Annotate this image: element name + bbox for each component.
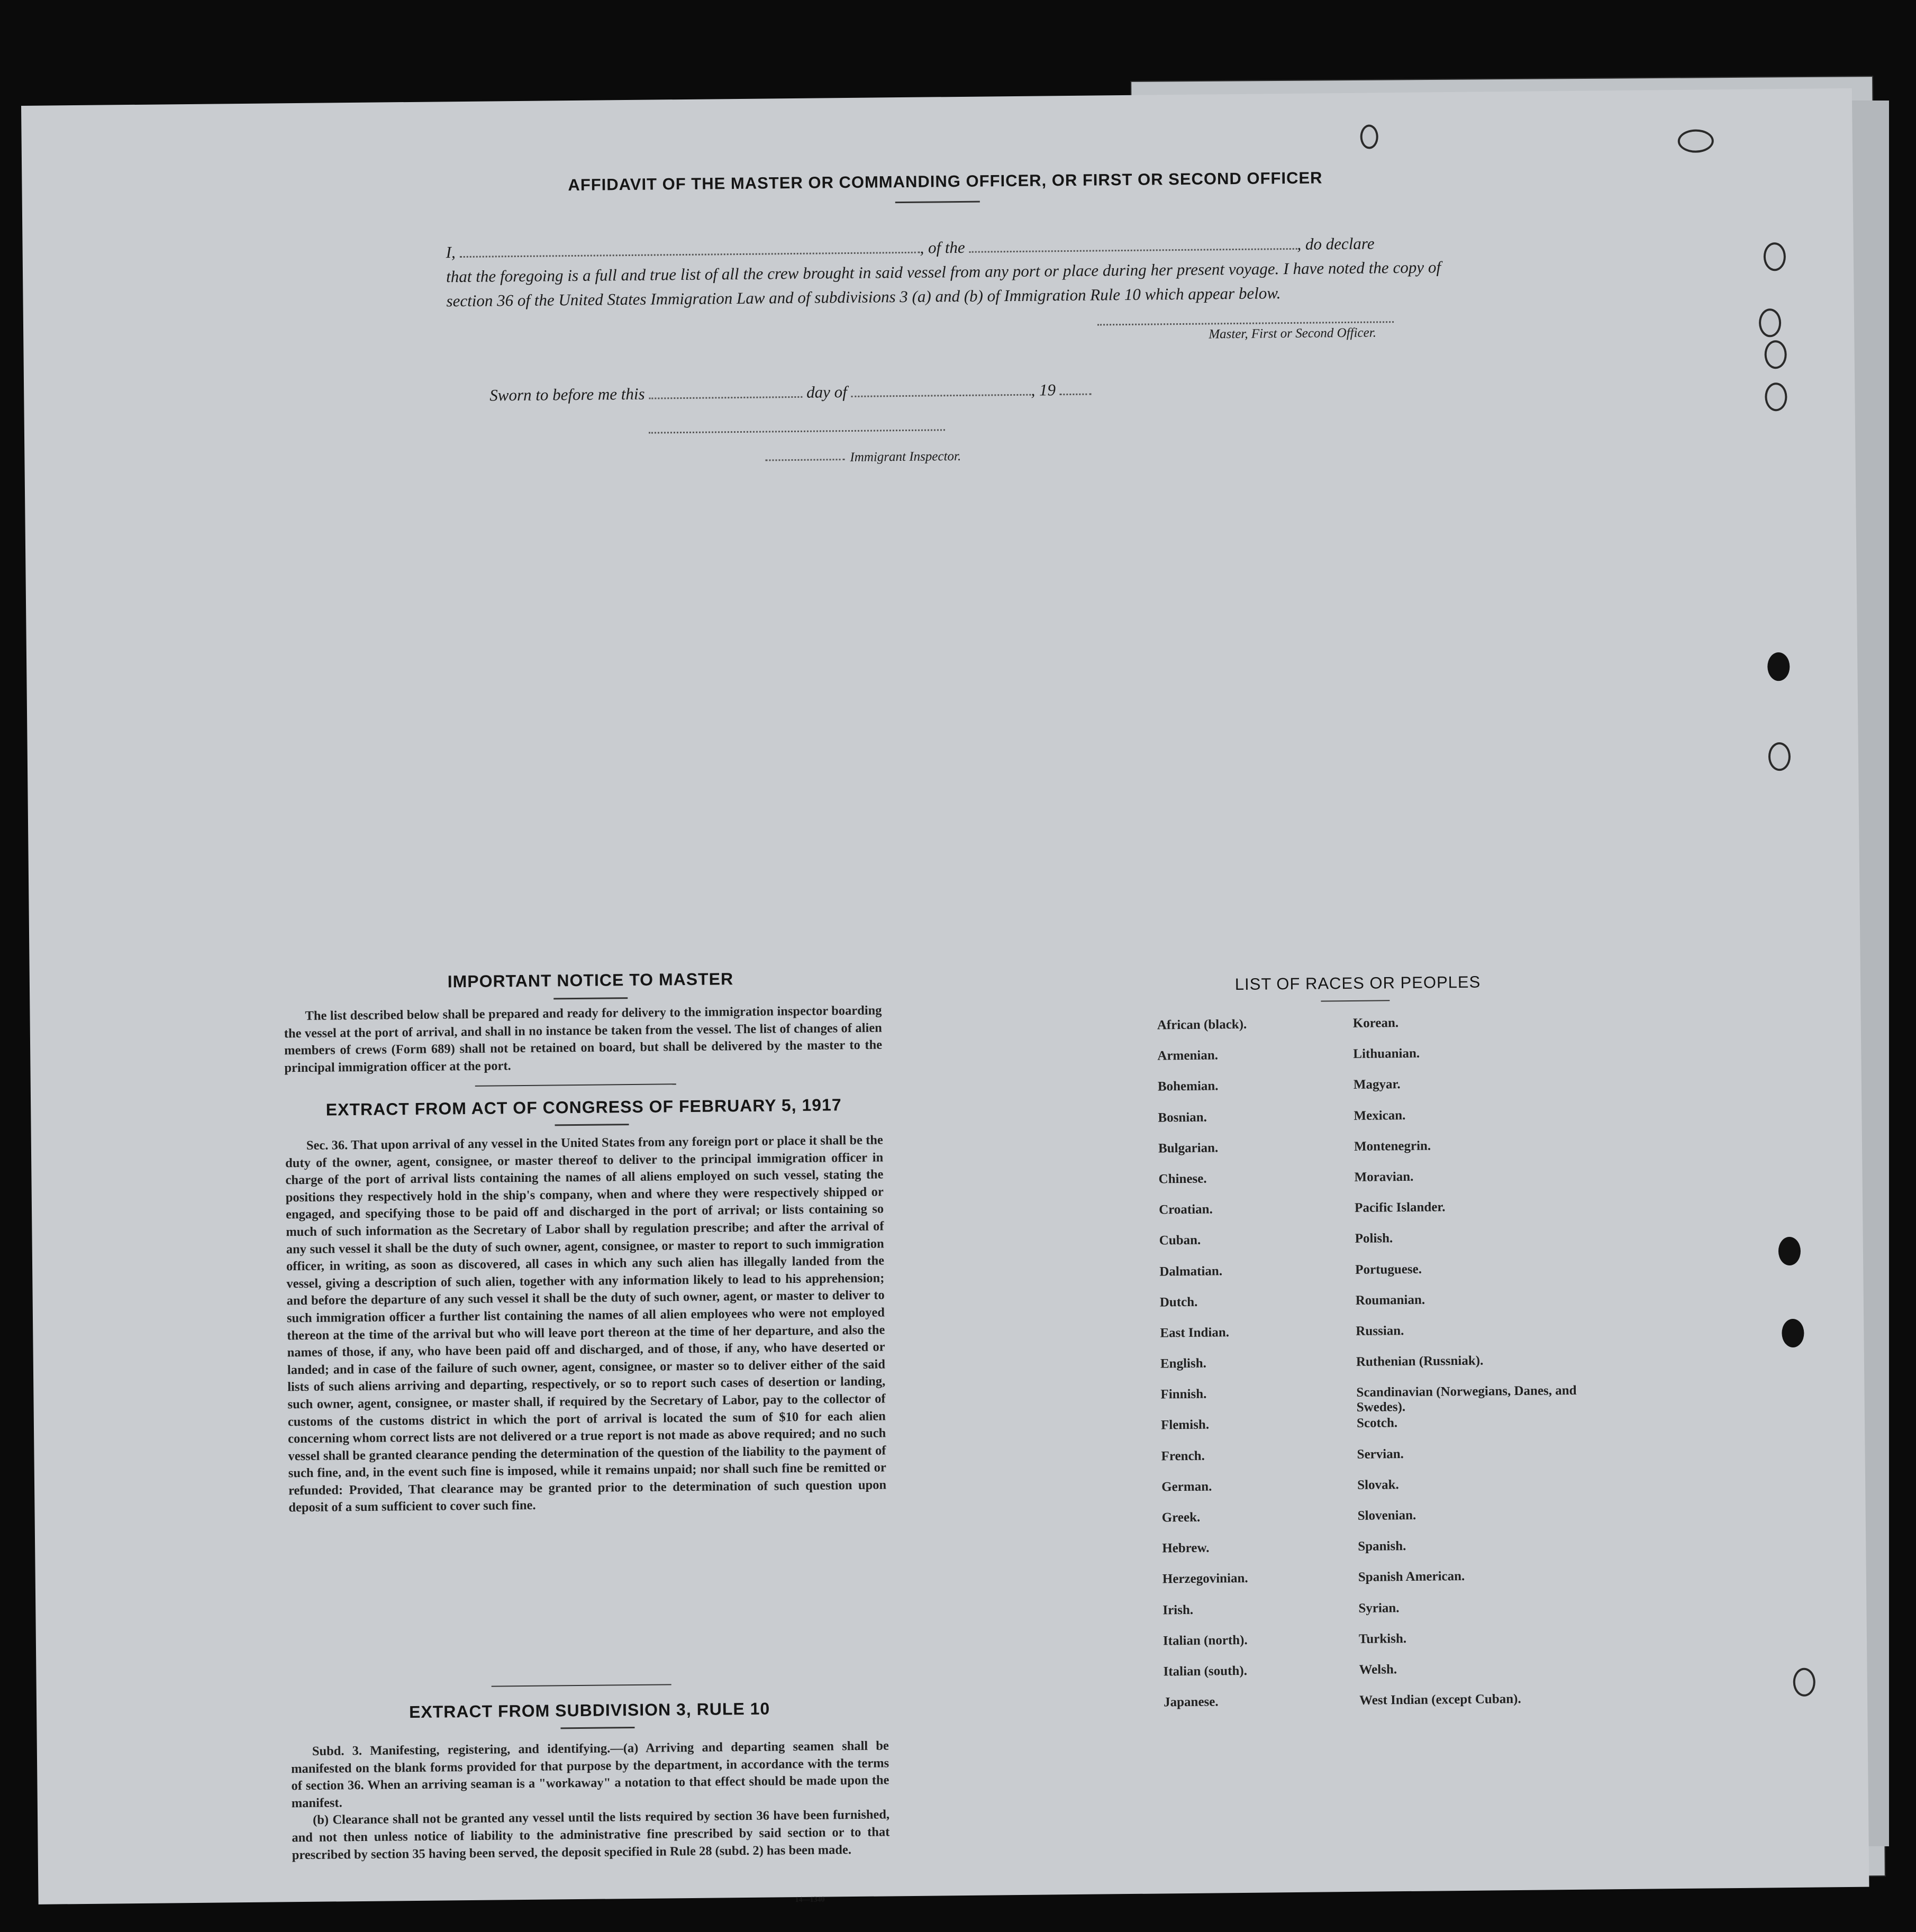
race-item: Armenian. [1157, 1048, 1219, 1063]
race-item: Welsh. [1359, 1662, 1397, 1677]
race-item: Dalmatian. [1159, 1263, 1223, 1279]
race-item: Roumanian. [1355, 1292, 1425, 1308]
race-item: Bohemian. [1157, 1079, 1219, 1094]
race-item: Montenegrin. [1354, 1138, 1431, 1154]
rule-extract-para-b: (b) Clearance shall not be granted any vessel until the lists required by section 36 have been furnished, and not then unless notice of liability to the administrative fine prescribed by said section or to that prescribed by section 35 having been served, the deposit specified in Rule 28 (subd. 2) has been made. [292, 1807, 890, 1862]
race-item: English. [1160, 1356, 1206, 1371]
punch-hole-icon [1765, 382, 1787, 411]
race-item: Moravian. [1354, 1169, 1414, 1184]
race-item: African (black). [1157, 1017, 1247, 1033]
inspector-label: Immigrant Inspector. [850, 449, 961, 464]
race-item: Japanese. [1163, 1694, 1219, 1710]
race-item: French. [1161, 1448, 1205, 1464]
punch-hole-icon [1360, 124, 1378, 149]
race-item: Italian (north). [1163, 1633, 1248, 1648]
race-item: Mexican. [1354, 1108, 1406, 1123]
race-item: Bosnian. [1158, 1110, 1207, 1125]
race-item: Portuguese. [1355, 1262, 1422, 1277]
punch-hole-icon [1759, 308, 1782, 337]
day-of-label: day of [806, 382, 847, 402]
master-signature-label: Master, First or Second Officer. [1209, 325, 1377, 342]
act-extract-title: EXTRACT FROM ACT OF CONGRESS OF FEBRUARY 5, 1917 [325, 1095, 842, 1119]
sworn-month-field[interactable] [851, 384, 1031, 397]
act-extract-text [285, 1132, 887, 1517]
rule-extract-para-a: Subd. 3. Manifesting, registering, and identifying.—(a) Arriving and departing seamen shall be manifested on the blank forms provided for that purpose by the department, in accordance with the terms of section 36. When an arriving seaman is a "workaway" a notation to that effect should be made upon the manifest. [291, 1738, 889, 1811]
sworn-to-label: Sworn to before me this [489, 384, 645, 405]
race-item: Magyar. [1353, 1077, 1401, 1092]
affidavit-text [446, 231, 1441, 313]
races-right-column [1353, 1014, 1593, 1724]
inspector-signature-field[interactable] [649, 418, 945, 433]
race-item: Chinese. [1158, 1171, 1207, 1187]
race-item: East Indian. [1160, 1325, 1230, 1341]
race-item: Spanish. [1358, 1539, 1406, 1554]
punch-hole-icon [1778, 1237, 1801, 1265]
race-item: Lithuanian. [1353, 1046, 1420, 1062]
affidavit-page [21, 88, 1869, 1904]
divider [895, 201, 980, 204]
notice-body: The list described below shall be prepared and ready for delivery to the immigration inspector boarding the vessel at the port of arrival, and shall in no instance be taken from the vessel. The list of changes of alien members of crews (Form 689) shall not be retained on board, but shall be delivered by the master to the principal immigration officer at the port. [284, 1003, 883, 1076]
race-item: Slovenian. [1357, 1508, 1416, 1523]
vessel-name-field[interactable] [969, 238, 1297, 253]
race-item: Croatian. [1159, 1202, 1213, 1217]
act-extract-body: Sec. 36. That upon arrival of any vessel in the United States from any foreign port or place it shall be the duty of the owner, agent, consignee, or master thereof to deliver to the principal immigration officer in charge of the port of arrival lists containing the names of all aliens employed on such vessel, stating the positions they respectively hold in the ship's company, when and where they were respectively shipped or engaged, and specifying those to be paid off and discharged in the port of arrival; or lists containing so much of such information as the Secretary of Labor shall by regulation prescribe; and after the arrival of any such vessel it shall be the duty of such owner, agent, consignee, or master to report to such immigration officer, in writing, as soon as discovered, all cases in which any such alien has illegally landed from the vessel, giving a description of such alien, together with any information likely to lead to his apprehension; and before the departure of any such vessel it shall be the duty of such owner, agent, or master to deliver to such immigration officer a further list containing the names of all alien employees who were not employed thereon at the time of the arrival but who will leave port thereon at the time of her departure, and also the names of those, if any, who have been paid off and discharged, and of those, if any, who have deserted or landed; and in case of the failure of such owner, agent, consignee, or master so to deliver either of the said lists of such aliens arriving and departing, respectively, or so to report such cases of desertion or landing, such owner, agent, consignee, or master shall, if required by the Secretary of Labor, pay to the collector of customs of the customs district in which the port of arrival is located the sum of $10 for each alien concerning whom correct lists are not delivered or a true report is not made as above required; and no such vessel shall be granted clearance pending the determination of the question of the liability to the payment of such fine, and, in the event such fine is imposed, while it remains unpaid; nor shall such fine be remitted or refunded: Provided, That clearance may be granted prior to the determination of such question upon deposit of a sum sufficient to cover such fine. [285, 1133, 887, 1515]
master-name-field[interactable] [459, 241, 920, 258]
races-left-column [1157, 1016, 1339, 1726]
divider [492, 1684, 671, 1687]
race-item: Herzegovinian. [1162, 1571, 1248, 1587]
race-item: Syrian. [1358, 1600, 1400, 1616]
race-item: Slovak. [1357, 1477, 1399, 1492]
sworn-year-field[interactable] [1060, 383, 1092, 396]
race-item: Italian (south). [1163, 1663, 1248, 1679]
race-item: Irish. [1163, 1602, 1194, 1617]
form-number: 14—1340 [795, 1895, 825, 1904]
affidavit-body: that the foregoing is a full and true list of all the crew brought in said vessel from any port or place during her present voyage. I have noted the copy of section 36 of the United States Immigration Law and of subdivisions 3 (a) and (b) of Immigration Rule 10 which appear below. [446, 258, 1441, 311]
race-item: Dutch. [1159, 1295, 1198, 1310]
race-item: Pacific Islander. [1354, 1200, 1446, 1216]
punch-hole-icon [1678, 129, 1714, 153]
punch-hole-icon [1767, 652, 1790, 681]
race-item: Russian. [1356, 1323, 1404, 1338]
race-item: Greek. [1161, 1510, 1201, 1525]
punch-hole-icon [1768, 742, 1791, 771]
race-item: Spanish American. [1358, 1569, 1465, 1585]
punch-hole-icon [1793, 1668, 1816, 1697]
divider [560, 1727, 634, 1729]
race-item: German. [1161, 1479, 1212, 1494]
divider [1321, 1000, 1390, 1001]
race-item: Turkish. [1358, 1631, 1407, 1646]
rule-extract-title: EXTRACT FROM SUBDIVISION 3, RULE 10 [408, 1699, 770, 1722]
punch-hole-icon [1764, 242, 1786, 271]
affidavit-do-declare: , do declare [1297, 234, 1375, 253]
sworn-line [489, 380, 1092, 405]
notice-text [284, 1002, 882, 1077]
race-item: Hebrew. [1162, 1541, 1210, 1556]
race-item: Cuban. [1159, 1233, 1201, 1248]
divider [475, 1083, 676, 1087]
races-title: LIST OF RACES OR PEOPLES [1234, 972, 1481, 994]
sworn-day-field[interactable] [649, 386, 802, 399]
notice-title: IMPORTANT NOTICE TO MASTER [447, 969, 734, 991]
race-item: Flemish. [1160, 1418, 1210, 1433]
race-item: Polish. [1355, 1231, 1393, 1246]
race-item: West Indian (except Cuban). [1359, 1692, 1521, 1708]
divider [553, 997, 628, 999]
rule-extract-text [291, 1737, 890, 1864]
race-item: Ruthenian (Russniak). [1356, 1353, 1484, 1369]
punch-hole-icon [1764, 340, 1787, 369]
race-item: Servian. [1357, 1446, 1404, 1462]
punch-hole-icon [1782, 1319, 1804, 1347]
master-signature-field[interactable] [1097, 311, 1394, 325]
race-item: Scotch. [1356, 1416, 1398, 1431]
divider [555, 1124, 629, 1126]
race-item: Finnish. [1160, 1387, 1207, 1402]
inspector-signature-field-lead[interactable] [765, 448, 845, 461]
race-item: Korean. [1352, 1016, 1399, 1031]
race-item: Bulgarian. [1158, 1141, 1219, 1156]
affidavit-of-the: , of the [920, 238, 965, 257]
affidavit-i: I, [446, 243, 456, 262]
year-prefix: , 19 [1031, 380, 1056, 399]
affidavit-title: AFFIDAVIT OF THE MASTER OR COMMANDING OFFICER, OR FIRST OR SECOND OFFICER [568, 168, 1323, 195]
race-item: Scandinavian (Norwegians, Danes, and Swedes). [1356, 1383, 1577, 1415]
